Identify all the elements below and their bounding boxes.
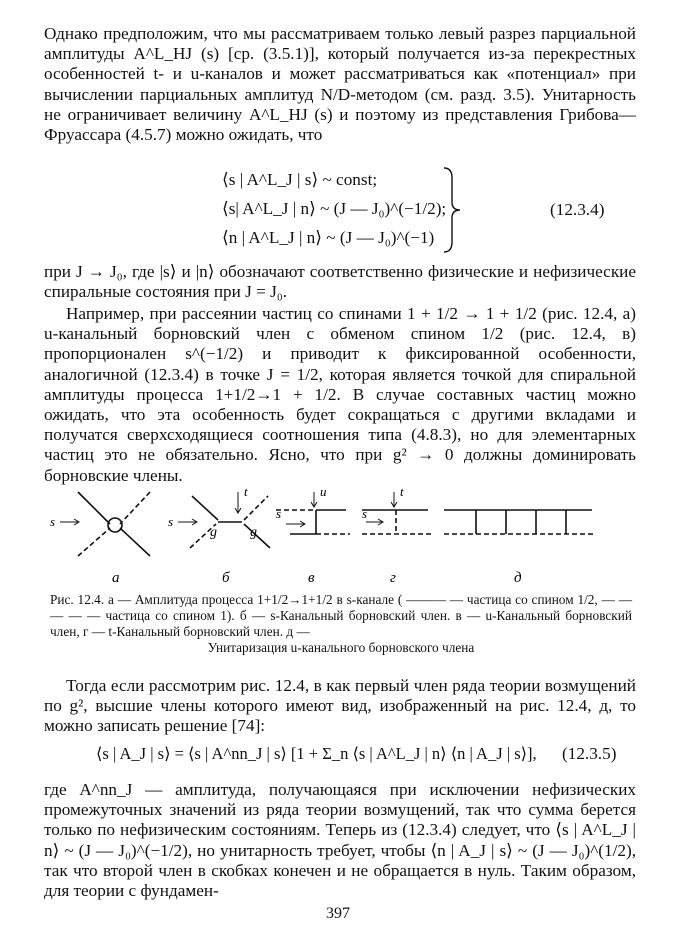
label-u-v: u: [320, 484, 327, 499]
diagram-g: [362, 492, 432, 534]
right-brace: [440, 166, 464, 254]
equation-12-3-5: ⟨s | A_J | s⟩ = ⟨s | A^nn_J | s⟩ [1 + Σ_n ⟨s | A^L_J | n⟩ ⟨n | A_J | s⟩],: [96, 744, 537, 763]
page-number: 397: [326, 905, 350, 922]
figure-caption: Рис. 12.4. а — Амплитуда процесса 1+1/2→1+1/2 в s-канале ( ——— — частица со спином 1/2, — — — — — частица со спином 1). б — s-Канальный борновский член. в — u-Канальный борновский член, г — t-Канальный борновский член. д —: [50, 592, 632, 639]
equation-line-1: ⟨s | A^L_J | s⟩ ~ const;: [222, 170, 378, 189]
label-s-b: s: [168, 514, 174, 529]
label-g-b-right: g: [250, 525, 257, 540]
paragraph-1: Однако предположим, что мы рассматриваем только левый разрез парциальной амплитуды A^L_HJ (s) [ср. (3.5.1)], который получается из-за перекрестных особенностей t- и u-каналов и может рассматриваться как «потенциал» при вычислении парциальных амплитуд N/D-методом (см. разд. 3.5). Унитарность не ограничивает величину A^L_HJ (s) и поэтому из представления Грибова—Фруассара (4.5.7) можно ожидать, что: [44, 24, 636, 145]
figure-12-4: [40, 478, 640, 590]
label-s-a: s: [50, 514, 56, 529]
equation-number-12-3-4: (12.3.4): [550, 200, 605, 219]
paragraph-2: при J → J₀, где |s⟩ и |n⟩ обозначают соответственно физические и нефизические спиральные состояния при J = J₀.: [44, 262, 636, 302]
label-g-b-left: g: [210, 525, 217, 540]
paragraph-3: Например, при рассеянии частиц со спинами 1 + 1/2 → 1 + 1/2 (рис. 12.4, а) u-канальный борновский член с обменом спином 1/2 (рис. 12.4, в) пропорционален s^(−1/2) и приводит к фиксированной особенности, аналогичной (12.3.4) в точке J = 1/2, которая является точкой для спиральной амплитуды процесса 1+1/2→1 + 1/2. В случае составных частиц можно ожидать, что эта особенность будет сокращаться с другими вкладами и получатся сверхсходящиеся соотношения типа (4.8.3), но для элементарных частиц это не обязательно. Ясно, что при g² → 0 должны доминировать борновские члены.: [44, 304, 636, 485]
fig-label-b: б: [222, 570, 230, 586]
fig-label-g: г: [390, 570, 396, 586]
figure-caption-last: Унитаризация u-канального борновского члена: [207, 640, 475, 655]
equation-line-2: ⟨s| A^L_J | n⟩ ~ (J — J₀)^(−1/2);: [222, 199, 447, 218]
paragraph-5: где A^nn_J — амплитуда, получающаяся при исключении нефизических промежуточных значений из ряда теории возмущений, так что сумма берется только по нефизическим состояниям. Теперь из (12.3.4) следует, что ⟨s | A^L_J | n⟩ ~ (J — J₀)^(−1/2), но унитарность требует, чтобы ⟨n | A_J | s⟩ ~ (J — J₀)^(1/2), так что второй член в скобках конечен и не обращается в нуль. Таким образом, для теории с фундамен-: [44, 780, 636, 901]
paragraph-4: Тогда если рассмотрим рис. 12.4, в как первый член ряда теории возмущений по g², высшие члены которого имеют вид, изображенный на рис. 12.4, д, то можно записать решение [74]:: [44, 676, 636, 736]
fig-label-a: а: [112, 570, 120, 586]
fig-label-d: д: [514, 570, 522, 586]
label-s-g: s: [362, 506, 368, 521]
fig-label-v: в: [308, 570, 315, 586]
label-s-v: s: [276, 506, 282, 521]
label-t-g: t: [400, 484, 404, 499]
equation-line-3: ⟨n | A^L_J | n⟩ ~ (J — J₀)^(−1): [222, 228, 435, 247]
equation-number-12-3-5: (12.3.5): [562, 744, 617, 763]
diagram-v: [276, 492, 350, 534]
diagram-a: [60, 492, 150, 556]
label-t-b: t: [244, 484, 248, 499]
diagram-d: [444, 510, 594, 534]
